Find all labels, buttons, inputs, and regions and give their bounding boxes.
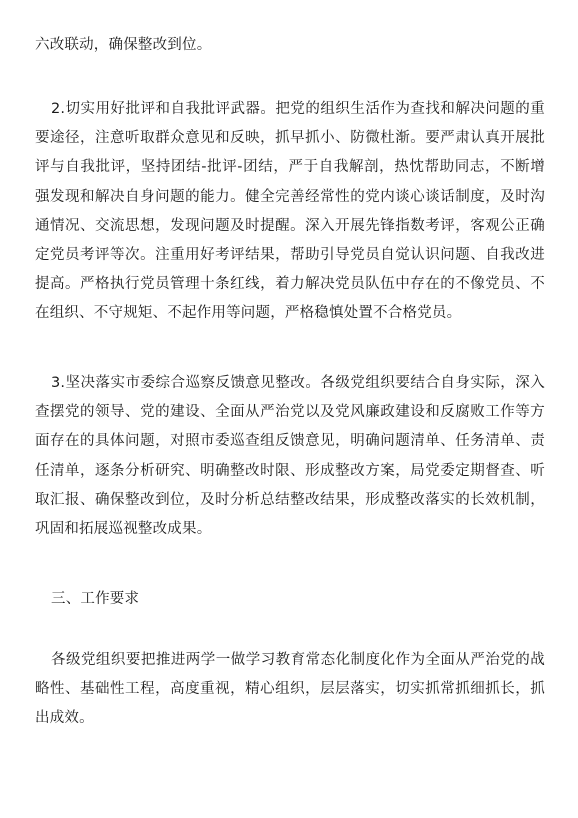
paragraph-inspection-rectification: 3.坚决落实市委综合巡察反馈意见整改。各级党组织要结合自身实际，深入查摆党的领导、党的建设、全面从严治党以及党风廉政建设和反腐败工作等方面存在的具体问题，对照市委巡查组反馈意见，明确问题清单、任务清单、责任清单，逐条分析研究、明确整改时限、形成整改方案，局党委定期督查、听取汇报、确保整改到位，及时分析总结整改结果，形成整改落实的长效机制，巩固和拓展巡视整改成果。 [35,375,545,538]
paragraph-work-requirements: 各级党组织要把推进两学一做学习教育常态化制度化作为全面从严治党的战略性、基础性工程，高度重视，精心组织，层层落实，切实抓常抓细抓长，抓出成效。 [35,652,545,727]
section-heading-work-requirements: 三、工作要求 [51,591,140,607]
paragraph-continuation: 六改联动，确保整改到位。 [35,37,212,53]
paragraph-criticism-self-criticism: 2.切实用好批评和自我批评武器。把党的组织生活作为查找和解决问题的重要途径，注意听取群众意见和反映，抓早抓小、防微杜渐。要严肃认真开展批评与自我批评，坚持团结-批评-团结，严于自我解剖，热忱帮助同志，不断增强发现和解决自身问题的能力。健全完善经常性的党内谈心谈话制度，及时沟通情况、交流思想，发现问题及时提醒。深入开展先锋指数考评，客观公正确定党员考评等次。注重用好考评结果，帮助引导党员自觉认识问题、自我改进提高。严格执行党员管理十条红线，着力解决党员队伍中存在的不像党员、不在组织、不守规矩、不起作用等问题，严格稳慎处置不合格党员。 [35,101,545,322]
